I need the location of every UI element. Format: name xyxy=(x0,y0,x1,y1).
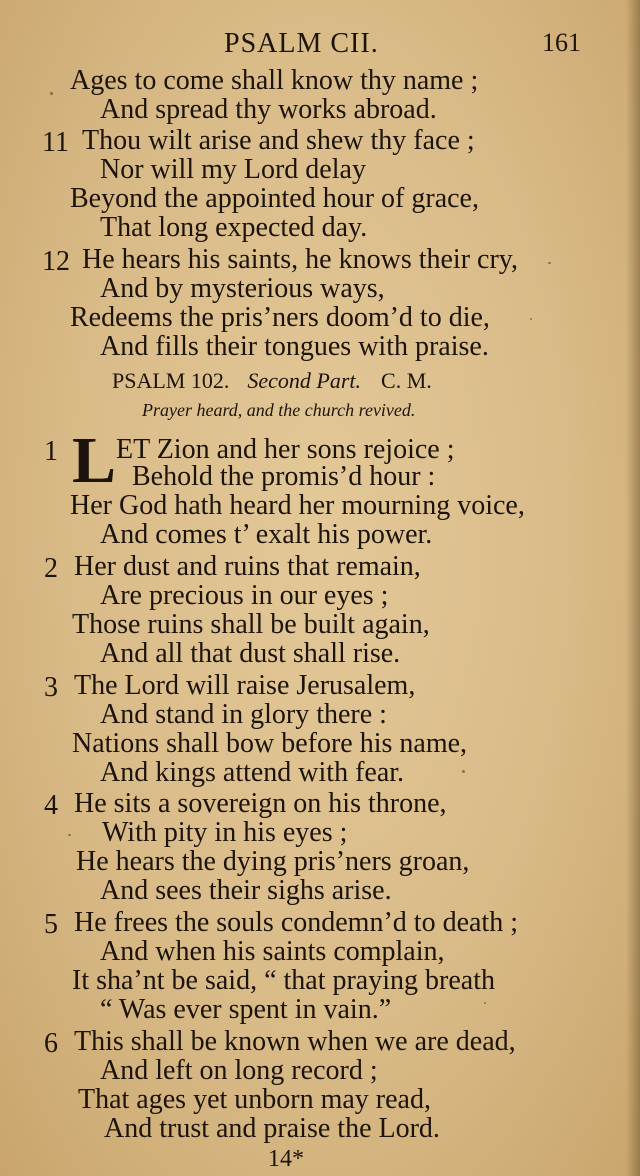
hymn-line: That long expected day. xyxy=(100,212,368,243)
paper-speck xyxy=(548,262,551,264)
hymn-line: Nor will my Lord delay xyxy=(100,154,366,185)
hymn-line: And trust and praise the Lord. xyxy=(104,1113,440,1144)
verse-number: 12 xyxy=(42,246,70,277)
hymn-line: And fills their tongues with praise. xyxy=(100,331,489,362)
section-subtitle: Prayer heard, and the church revived. xyxy=(142,400,416,420)
hymn-line: And kings attend with fear. xyxy=(100,757,405,788)
meter-label: C. M. xyxy=(381,368,432,393)
verse-number: 2 xyxy=(44,553,58,584)
hymn-line: And sees their sighs arise. xyxy=(100,875,392,906)
hymn-line: Her dust and ruins that remain, xyxy=(74,551,421,582)
hymn-line: He sits a sovereign on his throne, xyxy=(74,788,447,819)
drop-cap: L xyxy=(72,424,117,497)
hymn-line: With pity in his eyes ; xyxy=(102,817,348,848)
paper-speck xyxy=(462,770,465,773)
paper-speck xyxy=(68,834,71,836)
hymn-line: He frees the souls condemn’d to death ; xyxy=(74,907,518,938)
hymn-line: And when his saints complain, xyxy=(100,936,445,967)
verse-number: 6 xyxy=(44,1028,58,1059)
verse-number: 5 xyxy=(44,909,58,940)
hymn-line: Ages to come shall know thy name ; xyxy=(70,65,479,96)
hymn-line: Behold the promis’d hour : xyxy=(132,461,436,492)
verse-number: 11 xyxy=(42,127,69,158)
hymn-line: This shall be known when we are dead, xyxy=(74,1026,516,1057)
hymn-line: Nations shall bow before his name, xyxy=(72,728,468,759)
hymn-line: He hears his saints, he knows their cry, xyxy=(82,244,518,275)
hymn-line: And comes t’ exalt his power. xyxy=(100,519,433,550)
hymn-line: Redeems the pris’ners doom’d to die, xyxy=(70,302,490,333)
paper-speck xyxy=(530,318,532,320)
part-label: Second Part. xyxy=(247,368,362,393)
hymn-line: And left on long record ; xyxy=(100,1055,378,1086)
hymn-line: He hears the dying pris’ners groan, xyxy=(76,846,470,877)
verse-number: 1 xyxy=(44,436,58,467)
page-number: 161 xyxy=(542,28,581,57)
running-head xyxy=(0,28,640,62)
hymn-line: ET Zion and her sons rejoice ; xyxy=(116,434,455,465)
hymn-line: Are precious in our eyes ; xyxy=(100,580,389,611)
verse-number: 4 xyxy=(44,790,58,821)
hymn-line: And all that dust shall rise. xyxy=(100,638,401,669)
hymn-line: Beyond the appointed hour of grace, xyxy=(70,183,479,214)
hymn-line: Her God hath heard her mourning voice, xyxy=(70,490,525,521)
hymn-line: And stand in glory there : xyxy=(100,699,387,730)
hymn-line: And spread thy works abroad. xyxy=(100,94,437,125)
hymn-line: It sha’nt be said, “ that praying breath xyxy=(72,965,495,996)
hymn-line: And by mysterious ways, xyxy=(100,273,385,304)
hymn-line: “ Was ever spent in vain.” xyxy=(100,994,392,1025)
page-title: PSALM CII. xyxy=(224,28,379,59)
psalm-label: PSALM 102. xyxy=(112,368,230,393)
hymn-line: Thou wilt arise and shew thy face ; xyxy=(82,125,475,156)
paper-speck xyxy=(484,1002,486,1004)
section-heading xyxy=(112,368,432,394)
hymn-line: Those ruins shall be built again, xyxy=(72,609,430,640)
verse-number: 3 xyxy=(44,672,58,703)
printer-signature: 14* xyxy=(268,1146,304,1172)
hymn-line: The Lord will raise Jerusalem, xyxy=(74,670,416,701)
paper-speck xyxy=(50,92,53,95)
hymn-line: That ages yet unborn may read, xyxy=(78,1084,431,1115)
